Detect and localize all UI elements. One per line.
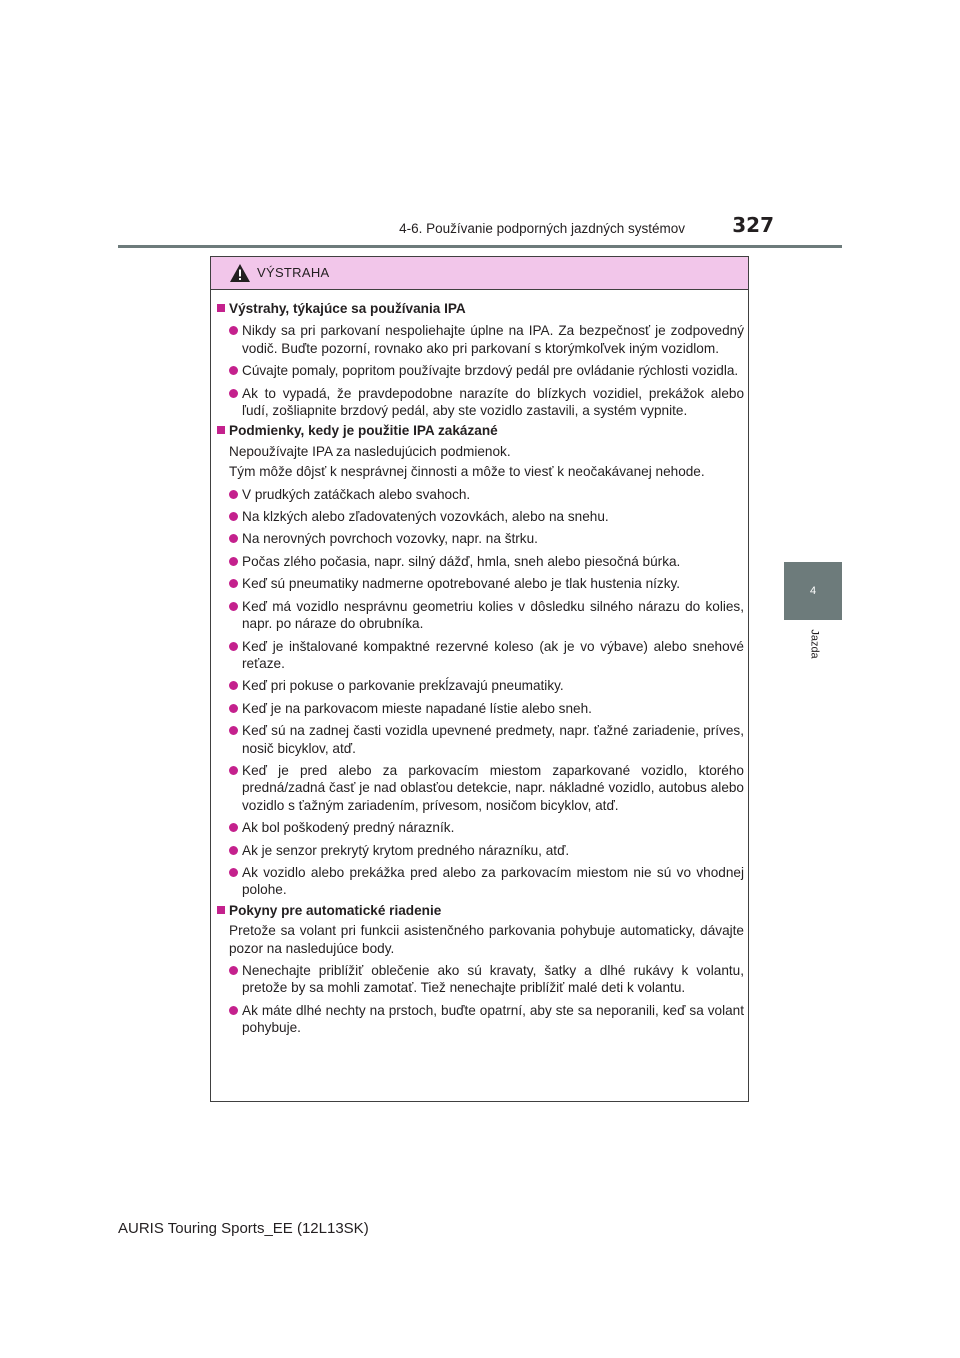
round-bullet-icon <box>229 389 238 398</box>
list-item-text: Keď je pred alebo za parkovacím miestom zaparkované vozidlo, ktorého predná/zadná časť je nad oblasťou detekcie, napr. nákladné vozidlo, autobus alebo vozidlo s ťažným zariadením, prívesom, nosičom bicyklov, atď. <box>242 762 744 813</box>
list-item-text: Keď je na parkovacom mieste napadané lístie alebo sneh. <box>242 700 592 716</box>
list-item-text: Ak vozidlo alebo prekážka pred alebo za parkovacím miestom nie sú vo vhodnej polohe. <box>242 864 744 898</box>
header-divider <box>118 245 842 248</box>
list-item-text: Cúvajte pomaly, popritom používajte brzdový pedál pre ovládanie rýchlosti vozidla. <box>242 363 739 379</box>
list-item <box>217 762 744 814</box>
list-item <box>217 700 744 717</box>
list-item <box>217 322 744 357</box>
list-item <box>217 598 744 633</box>
list-item <box>217 385 744 420</box>
round-bullet-icon <box>229 579 238 588</box>
warning-title: VÝSTRAHA <box>257 265 330 280</box>
round-bullet-icon <box>229 766 238 775</box>
list-item-text: Na klzkých alebo zľadovatených vozovkách, alebo na snehu. <box>242 509 609 525</box>
round-bullet-icon <box>229 823 238 832</box>
square-bullet-icon <box>217 426 225 434</box>
round-bullet-icon <box>229 966 238 975</box>
section-heading-text: Výstrahy, týkajúce sa používania IPA <box>229 301 466 316</box>
footer-model: AURIS Touring Sports_EE (12L13SK) <box>118 1220 369 1237</box>
list-item-text: V prudkých zatáčkach alebo svahoch. <box>242 486 471 502</box>
list-item-text: Nenechajte priblížiť oblečenie ako sú kravaty, šatky a dlhé rukávy k volantu, pretože by sa mohli zamotať. Tiež nenechajte priblížiť malé deti k volantu. <box>242 963 744 996</box>
round-bullet-icon <box>229 557 238 566</box>
list-item <box>217 530 744 547</box>
section-paragraph: Pretože sa volant pri funkcii asistenčného parkovania pohybuje automaticky, dávajte pozor na nasledujúce body. <box>229 923 744 956</box>
round-bullet-icon <box>229 704 238 713</box>
list-item <box>217 508 744 525</box>
round-bullet-icon <box>229 681 238 690</box>
list-item-text: Na nerovných povrchoch vozovky, napr. na štrku. <box>242 531 538 547</box>
round-bullet-icon <box>229 846 238 855</box>
list-item <box>217 722 744 757</box>
section-paragraph: Nepoužívajte IPA za nasledujúcich podmienok. <box>229 443 511 459</box>
warning-content <box>217 297 744 1037</box>
section-heading <box>217 300 744 317</box>
warning-header <box>211 257 748 290</box>
round-bullet-icon <box>229 726 238 735</box>
list-item <box>217 864 744 899</box>
round-bullet-icon <box>229 534 238 543</box>
list-item-text: Keď pri pokuse o parkovanie prekĺzavajú pneumatiky. <box>242 678 564 694</box>
list-item <box>217 362 744 379</box>
list-item <box>217 575 744 592</box>
square-bullet-icon <box>217 304 225 312</box>
chapter-tab-label: Jazda <box>808 629 821 659</box>
section-heading-text: Pokyny pre automatické riadenie <box>229 902 442 918</box>
round-bullet-icon <box>229 326 238 335</box>
list-item <box>217 486 744 503</box>
list-item-text: Ak bol poškodený predný nárazník. <box>242 820 455 836</box>
round-bullet-icon <box>229 642 238 651</box>
list-item-text: Keď sú na zadnej časti vozidla upevnené predmety, napr. ťažné zariadenie, príves, nosič bicyklov, atď. <box>242 723 744 756</box>
round-bullet-icon <box>229 490 238 499</box>
round-bullet-icon <box>229 1006 238 1015</box>
list-item <box>217 553 744 570</box>
list-item-text: Nikdy sa pri parkovaní nespoliehajte úplne na IPA. Za bezpečnosť je zodpovedný vodič. Buďte pozorní, rovnako ako pri parkovaní s ktorýmkoľvek iným vozidlom. <box>242 323 744 356</box>
list-item <box>217 962 744 997</box>
square-bullet-icon <box>217 906 225 914</box>
warning-box <box>210 256 749 1102</box>
round-bullet-icon <box>229 366 238 375</box>
list-item-text: Keď má vozidlo nesprávnu geometriu kolies v dôsledku silného nárazu do kolies, napr. po náraze do obrubníka. <box>242 598 744 632</box>
list-item <box>217 819 744 836</box>
list-item <box>217 1002 744 1037</box>
round-bullet-icon <box>229 868 238 877</box>
round-bullet-icon <box>229 602 238 611</box>
section-heading-text: Podmienky, kedy je použitie IPA zakázané <box>229 423 498 439</box>
round-bullet-icon <box>229 512 238 521</box>
list-item <box>217 638 744 673</box>
running-header-title: 4-6. Používanie podporných jazdných systémov <box>399 221 685 236</box>
list-item-text: Ak je senzor prekrytý krytom predného nárazníku, atď. <box>242 842 570 858</box>
warning-triangle-icon <box>229 263 251 283</box>
list-item <box>217 842 744 859</box>
list-item-text: Keď sú pneumatiky nadmerne opotrebované alebo je tlak hustenia nízky. <box>242 576 681 592</box>
list-item-text: Počas zlého počasia, napr. silný dážď, hmla, sneh alebo piesočná búrka. <box>242 553 681 569</box>
page-number: 327 <box>732 213 774 237</box>
list-item-text: Ak máte dlhé nechty na prstoch, buďte opatrní, aby ste sa neporanili, keď sa volant pohybuje. <box>242 1002 744 1036</box>
chapter-tab: 4 <box>784 562 842 620</box>
section-paragraph: Tým môže dôjsť k nesprávnej činnosti a môže to viesť k neočakávanej nehode. <box>229 464 705 480</box>
section-heading <box>217 422 744 439</box>
section-heading <box>217 902 744 919</box>
list-item-text: Keď je inštalované kompaktné rezervné koleso (ak je vo výbave) alebo snehové reťaze. <box>242 638 744 671</box>
list-item-text: Ak to vypadá, že pravdepodobne narazíte do blízkych vozidiel, prekážok alebo ľudí, zošliapnite brzdový pedál, aby ste vozidlo zastavili, a systém vypnite. <box>242 385 744 419</box>
list-item <box>217 677 744 694</box>
